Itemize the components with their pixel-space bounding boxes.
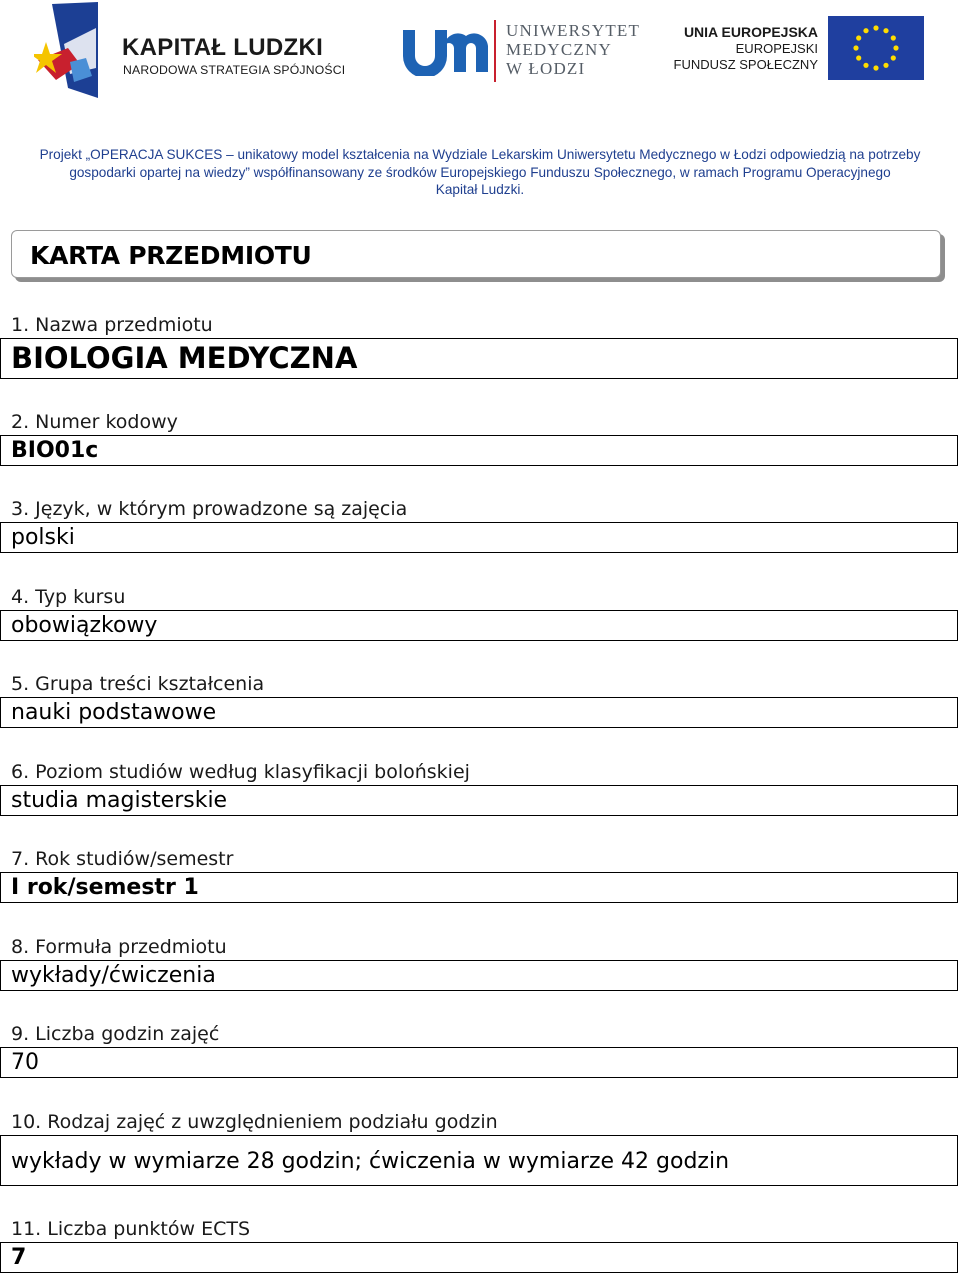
university-name-line-1: UNIWERSYTET — [506, 21, 641, 40]
field-label: 6. Poziom studiów według klasyfikacji bolońskiej — [11, 761, 470, 783]
field-value: wykłady/ćwiczenia — [11, 963, 216, 988]
kapital-ludzki-title: KAPITAŁ LUDZKI — [122, 34, 324, 61]
university-name-line-3: W ŁODZI — [506, 59, 586, 78]
field-value: obowiązkowy — [11, 613, 158, 638]
project-description — [30, 146, 930, 199]
field-label: 4. Typ kursu — [11, 586, 126, 608]
field-value-box — [0, 522, 958, 553]
project-line-3: Kapitał Ludzki. — [435, 182, 525, 197]
eu-name-line-1: UNIA EUROPEJSKA — [683, 24, 818, 40]
eu-flag-icon — [828, 16, 924, 80]
field-value-box — [0, 1047, 958, 1078]
field-value: 7 — [11, 1245, 27, 1270]
university-name-line-2: MEDYCZNY — [506, 40, 612, 59]
project-line-1: Projekt „OPERACJA SUKCES – unikatowy model kształcenia na Wydziale Lekarskim Uniwersytetu Medycznego w Łodzi odpowiedzią na potrzeby — [39, 147, 921, 162]
card-title-box — [11, 230, 941, 278]
card-title: KARTA PRZEDMIOTU — [30, 241, 312, 270]
field-value: wykłady w wymiarze 28 godzin; ćwiczenia w wymiarze 42 godzin — [11, 1149, 730, 1174]
field-value-box — [0, 435, 958, 466]
field-label: 1. Nazwa przedmiotu — [11, 314, 213, 336]
project-line-2: gospodarki opartej na wiedzy” współfinansowany ze środków Europejskiego Funduszu Społecznego, w ramach Programu Operacyjnego — [69, 164, 891, 180]
eu-name-line-3: FUNDUSZ SPOŁECZNY — [673, 57, 818, 72]
field-value: BIOLOGIA MEDYCZNA — [11, 341, 358, 375]
field-value-box — [0, 1242, 958, 1273]
field-label: 11. Liczba punktów ECTS — [11, 1218, 251, 1240]
university-divider — [494, 20, 496, 82]
kapital-ludzki-subtitle: NARODOWA STRATEGIA SPÓJNOŚCI — [123, 63, 346, 77]
field-value: polski — [11, 525, 75, 550]
field-value: I rok/semestr 1 — [11, 875, 199, 900]
field-value: nauki podstawowe — [11, 700, 217, 725]
kapital-ludzki-mark-icon — [34, 2, 100, 100]
field-value: 70 — [11, 1050, 39, 1075]
field-label: 7. Rok studiów/semestr — [11, 848, 234, 870]
field-label: 5. Grupa treści kształcenia — [11, 673, 265, 695]
field-label: 2. Numer kodowy — [11, 411, 178, 433]
eu-logo — [673, 16, 932, 86]
field-label: 9. Liczba godzin zajęć — [11, 1023, 220, 1045]
field-label: 3. Język, w którym prowadzone są zajęcia — [11, 498, 408, 520]
university-um-mark-icon — [400, 26, 488, 76]
university-logo — [400, 14, 650, 84]
field-label: 10. Rodzaj zajęć z uwzględnieniem podziału godzin — [11, 1111, 498, 1133]
field-value: studia magisterskie — [11, 788, 228, 813]
kapital-ludzki-logo — [34, 2, 354, 102]
eu-name-line-2: EUROPEJSKI — [735, 41, 818, 56]
field-label: 8. Formuła przedmiotu — [11, 936, 227, 958]
field-value: BIO01c — [11, 438, 99, 463]
header-logos — [0, 0, 960, 110]
